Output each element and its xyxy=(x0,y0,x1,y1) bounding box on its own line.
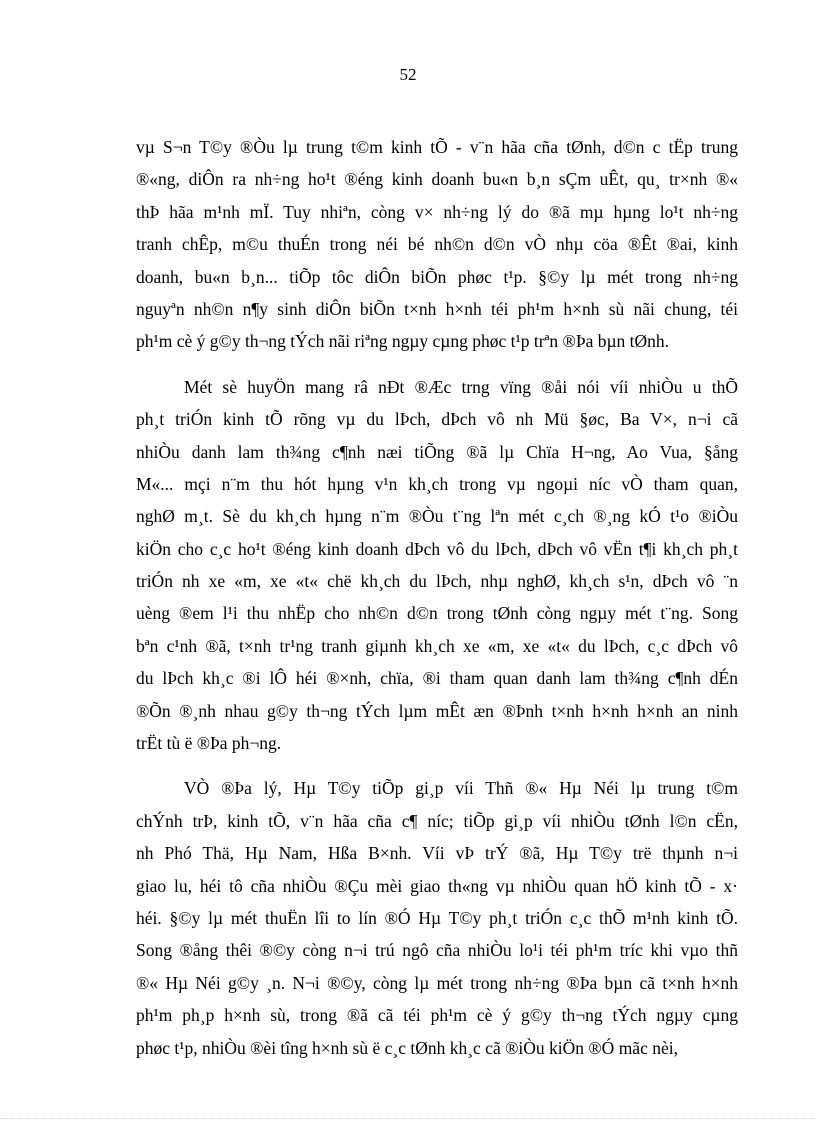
text-line: bªn c¹nh ®ã, t×nh tr¹ng tranh giµnh kh¸ch xe «m, xe «t« du lÞch, c¸c dÞch vô xyxy=(136,635,738,656)
text-line: kiÖn cho c¸c ho¹t ®éng kinh doanh dÞch vô du lÞch, dÞch vô vËn t¶i kh¸ch ph¸t xyxy=(136,538,738,559)
text-line: nh Phó Thä, Hµ Nam, Hßa B×nh. Víi vÞ trÝ ®ã, Hµ T©y trë thµnh n¬i xyxy=(136,843,738,864)
text-line: tranh chÊp, m©u thuÉn trong néi bé nh©n d©n vÒ nhµ cöa ®Êt ®ai, kinh xyxy=(136,234,738,255)
text-line: nhiÒu danh lam th¾ng c¶nh næi tiÕng ®ã lµ Chïa H¬ng, Ao Vua, §ång xyxy=(136,441,738,462)
page-number: 52 xyxy=(399,65,417,84)
text-line: thÞ hãa m¹nh mÏ. Tuy nhiªn, còng v× nh÷ng lý do ®ã mµ hµng lo¹t nh÷ng xyxy=(136,201,738,222)
text-line: ph¹m cè ý g©y th¬ng tÝch nãi riªng ngµy cµng phøc t¹p trªn ®Þa bµn tØnh. xyxy=(136,331,670,352)
text-line: triÓn nh xe «m, xe «t« chë kh¸ch du lÞch, nhµ nghØ, kh¸ch s¹n, dÞch vô ¨n xyxy=(136,571,738,592)
body-text xyxy=(136,131,738,1077)
text-line: giao lu, héi tô cña nhiÒu ®Çu mèi giao th«ng vµ nhiÒu quan hÖ kinh tÕ - x· xyxy=(136,875,738,896)
text-line: ®Õn ®¸nh nhau g©y th¬ng tÝch lµm mÊt æn ®Þnh t×nh h×nh h×nh an ninh xyxy=(136,700,738,721)
paragraph-2 xyxy=(136,371,738,760)
text-line: ®«ng, diÔn ra nh÷ng ho¹t ®éng kinh doanh bu«n b¸n sÇm uÊt, qu¸ tr×nh ®« xyxy=(136,169,738,190)
text-line: trËt tù ë ®Þa ph¬ng. xyxy=(136,733,282,754)
text-line: Song ®ång thêi ®©y còng n¬i trú ngô cña nhiÒu lo¹i téi ph¹m tríc khi vµo thñ xyxy=(136,940,738,961)
text-line: du lÞch kh¸c ®i lÔ héi ®×nh, chïa, ®i tham quan danh lam th¾ng c¶nh dÉn xyxy=(136,668,738,689)
text-line: VÒ ®Þa lý, Hµ T©y tiÕp gi¸p víi Thñ ®« Hµ Néi lµ trung t©m xyxy=(184,778,738,799)
text-line: nghØ m¸t. Sè du kh¸ch hµng n¨m ®Òu t¨ng lªn mét c¸ch ®¸ng kÓ t¹o ®iÒu xyxy=(136,506,738,527)
text-line: héi. §©y lµ mét thuËn lîi to lín ®Ó Hµ T©y ph¸t triÓn c¸c thÕ m¹nh kinh tÕ. xyxy=(136,907,738,928)
text-line: ph¸t triÓn kinh tÕ rõng vµ du lÞch, dÞch vô nh Mü §øc, Ba V×, n¬i cã xyxy=(136,409,738,430)
paragraph-1 xyxy=(136,131,738,358)
page-bottom-rule xyxy=(0,1118,816,1119)
text-line: ph¹m ph¸p h×nh sù, trong ®ã cã téi ph¹m cè ý g©y th¬ng tÝch ngµy cµng xyxy=(136,1005,738,1026)
text-line: doanh, bu«n b¸n... tiÕp tôc diÔn biÕn phøc t¹p. §©y lµ mét trong nh÷ng xyxy=(136,266,738,287)
text-line: M«... mçi n¨m thu hót hµng v¹n kh¸ch trong vµ ngoµi níc vÒ tham quan, xyxy=(136,473,738,494)
text-line: vµ S¬n T©y ®Òu lµ trung t©m kinh tÕ - v¨n hãa cña tØnh, d©n c tËp trung xyxy=(136,137,738,157)
text-line: ®« Hµ Néi g©y ¸n. N¬i ®©y, còng lµ mét trong nh÷ng ®Þa bµn cã t×nh h×nh xyxy=(136,972,738,993)
paragraph-3 xyxy=(136,772,738,1064)
text-line: phøc t¹p, nhiÒu ®èi tîng h×nh sù ë c¸c tØnh kh¸c cã ®iÒu kiÖn ®Ó mãc nèi, xyxy=(136,1037,678,1058)
text-line: chÝnh trÞ, kinh tÕ, v¨n hãa cña c¶ níc; tiÕp gi¸p víi nhiÒu tØnh l©n cËn, xyxy=(136,810,738,831)
text-line: uèng ®em l¹i thu nhËp cho nh©n d©n trong tØnh còng ngµy mét t¨ng. Song xyxy=(136,603,738,624)
text-line: Mét sè huyÖn mang râ nÐt ®Æc trng vïng ®åi nói víi nhiÒu u thÕ xyxy=(184,376,738,397)
text-line: nguyªn nh©n n¶y sinh diÔn biÕn t×nh h×nh téi ph¹m h×nh sù nãi chung, téi xyxy=(136,298,738,319)
